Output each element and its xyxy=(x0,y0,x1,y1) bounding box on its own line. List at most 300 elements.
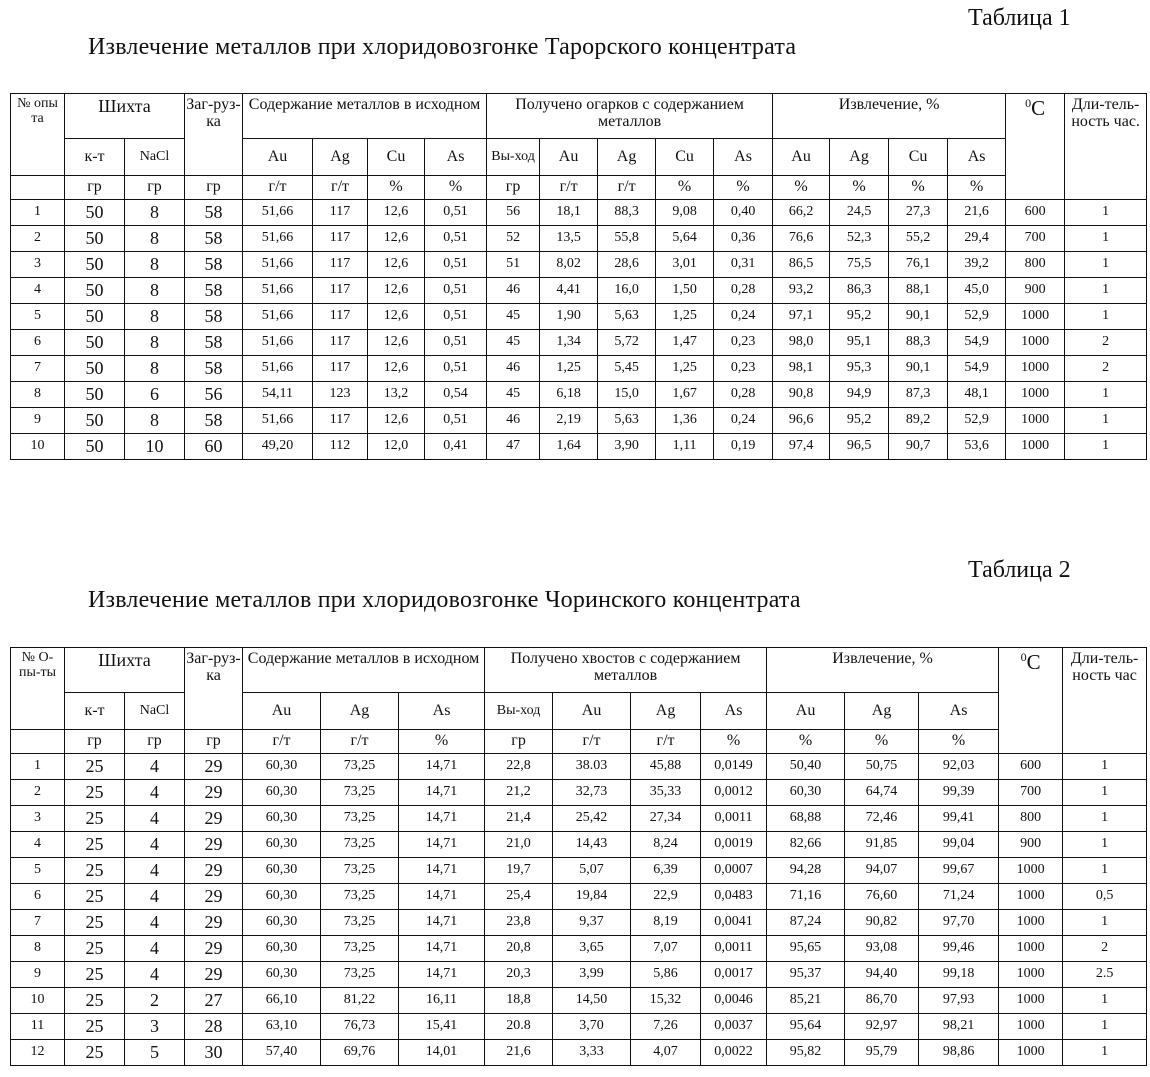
table-cell: 98,21 xyxy=(919,1014,999,1040)
table-cell: 0,24 xyxy=(714,408,773,434)
t2-temp-unit: C xyxy=(1026,650,1041,674)
t2-unit-nacl: гр xyxy=(125,730,185,754)
t1-unit-au-in: г/т xyxy=(243,176,313,200)
table-cell: 5,72 xyxy=(598,330,656,356)
table-cell: 82,66 xyxy=(767,832,845,858)
table-cell: 3 xyxy=(11,252,65,278)
table-cell: 4 xyxy=(11,278,65,304)
table-cell: 32,73 xyxy=(553,780,631,806)
table-cell: 25 xyxy=(65,1014,125,1040)
table-cell: 90,82 xyxy=(845,910,919,936)
table-cell: 25 xyxy=(65,858,125,884)
table-cell: 95,37 xyxy=(767,962,845,988)
table-cell: 73,25 xyxy=(321,832,399,858)
table-cell: 25 xyxy=(65,1040,125,1066)
table-cell: 58 xyxy=(185,330,243,356)
t1-unit-yield: гр xyxy=(487,176,540,200)
table-cell: 7 xyxy=(11,910,65,936)
table-cell: 0,0011 xyxy=(701,936,767,962)
t2-header-au-res: Au xyxy=(553,693,631,730)
table-cell: 52,3 xyxy=(830,226,889,252)
table-cell: 95,3 xyxy=(830,356,889,382)
table-cell: 55,2 xyxy=(889,226,948,252)
table-cell: 14,71 xyxy=(399,754,485,780)
table-cell: 0,0011 xyxy=(701,806,767,832)
table-cell: 5 xyxy=(11,858,65,884)
table-cell: 2.5 xyxy=(1063,962,1147,988)
table-cell: 51,66 xyxy=(243,226,313,252)
table-cell: 51,66 xyxy=(243,330,313,356)
table-cell: 96,6 xyxy=(773,408,830,434)
table-cell: 29 xyxy=(185,780,243,806)
table-cell: 90,1 xyxy=(889,356,948,382)
table-cell: 86,70 xyxy=(845,988,919,1014)
table-row xyxy=(11,278,1147,304)
table-cell: 94,07 xyxy=(845,858,919,884)
table-cell: 25 xyxy=(65,988,125,1014)
table-cell: 48,1 xyxy=(948,382,1006,408)
table-cell: 800 xyxy=(1006,252,1065,278)
t1-header-cu-ext: Cu xyxy=(889,139,948,176)
table-cell: 90,7 xyxy=(889,434,948,460)
table-cell: 68,88 xyxy=(767,806,845,832)
t2-header-yield: Вы-ход xyxy=(485,693,553,730)
table-cell: 0,19 xyxy=(714,434,773,460)
table-cell: 5,63 xyxy=(598,304,656,330)
table-cell: 98,86 xyxy=(919,1040,999,1066)
table-cell: 81,22 xyxy=(321,988,399,1014)
t1-unit-ag-res: г/т xyxy=(598,176,656,200)
table-cell: 3 xyxy=(125,1014,185,1040)
t2-unit-au-res: г/т xyxy=(553,730,631,754)
table-cell: 28 xyxy=(185,1014,243,1040)
table-cell: 55,8 xyxy=(598,226,656,252)
table-cell: 8 xyxy=(125,226,185,252)
table-cell: 99,46 xyxy=(919,936,999,962)
table-cell: 1000 xyxy=(999,988,1063,1014)
table-cell: 2,19 xyxy=(540,408,598,434)
table-cell: 1000 xyxy=(999,936,1063,962)
table-cell: 8 xyxy=(125,278,185,304)
table-row xyxy=(11,806,1147,832)
table-cell: 50 xyxy=(65,252,125,278)
table-cell: 51 xyxy=(487,252,540,278)
table-cell: 2 xyxy=(1065,330,1147,356)
t1-unit-as-res: % xyxy=(714,176,773,200)
table-cell: 94,40 xyxy=(845,962,919,988)
t1-unit-load: гр xyxy=(185,176,243,200)
table-cell: 600 xyxy=(999,754,1063,780)
table-cell: 0,28 xyxy=(714,382,773,408)
table-cell: 29 xyxy=(185,754,243,780)
table-row xyxy=(11,434,1147,460)
table-cell: 76,73 xyxy=(321,1014,399,1040)
table-cell: 700 xyxy=(999,780,1063,806)
table-cell: 29 xyxy=(185,806,243,832)
t2-header-ag-ext: Ag xyxy=(845,693,919,730)
table-cell: 58 xyxy=(185,278,243,304)
table-cell: 9,08 xyxy=(656,200,714,226)
table-cell: 51,66 xyxy=(243,200,313,226)
table-cell: 1,34 xyxy=(540,330,598,356)
table-cell: 12 xyxy=(11,1040,65,1066)
table-cell: 8 xyxy=(11,382,65,408)
t2-header-extraction: Извлечение, % xyxy=(767,648,999,693)
table-cell: 94,28 xyxy=(767,858,845,884)
table-cell: 50,40 xyxy=(767,754,845,780)
table-cell: 0,0007 xyxy=(701,858,767,884)
table-cell: 86,3 xyxy=(830,278,889,304)
table-cell: 95,2 xyxy=(830,304,889,330)
t2-header-as-res: As xyxy=(701,693,767,730)
table-cell: 14,01 xyxy=(399,1040,485,1066)
table-cell: 0,0012 xyxy=(701,780,767,806)
table-cell: 50,75 xyxy=(845,754,919,780)
table-cell: 30 xyxy=(185,1040,243,1066)
table-cell: 1000 xyxy=(1006,434,1065,460)
table-cell: 8 xyxy=(11,936,65,962)
t2-header-load: Заг-руз-ка xyxy=(185,648,243,730)
t1-header-au-res: Au xyxy=(540,139,598,176)
table-cell: 117 xyxy=(313,200,368,226)
table-cell: 7 xyxy=(11,356,65,382)
t1-unit-au-res: г/т xyxy=(540,176,598,200)
table-cell: 50 xyxy=(65,304,125,330)
table-row xyxy=(11,1040,1147,1066)
table-row xyxy=(11,780,1147,806)
t2-header-nacl: NaCl xyxy=(125,693,185,730)
table-cell: 97,93 xyxy=(919,988,999,1014)
table-cell: 51,66 xyxy=(243,408,313,434)
table-cell: 1 xyxy=(1065,434,1147,460)
table-cell: 0,23 xyxy=(714,356,773,382)
table-cell: 5,63 xyxy=(598,408,656,434)
table-cell: 29 xyxy=(185,936,243,962)
table-row xyxy=(11,356,1147,382)
table-cell: 1 xyxy=(1063,1014,1147,1040)
table-cell: 24,5 xyxy=(830,200,889,226)
t2-unit-load: гр xyxy=(185,730,243,754)
table-cell: 58 xyxy=(185,304,243,330)
table-cell: 1 xyxy=(1065,408,1147,434)
table-cell: 22,9 xyxy=(631,884,701,910)
t2-unit-au-ext: % xyxy=(767,730,845,754)
table-cell: 76,60 xyxy=(845,884,919,910)
table-cell: 58 xyxy=(185,200,243,226)
t1-header-nacl: NaCl xyxy=(125,139,185,176)
table-cell: 1 xyxy=(1063,910,1147,936)
table-cell: 13,2 xyxy=(368,382,425,408)
t1-unit-nacl: гр xyxy=(125,176,185,200)
table-cell: 29 xyxy=(185,858,243,884)
t1-header-as-res: As xyxy=(714,139,773,176)
table-cell: 39,2 xyxy=(948,252,1006,278)
table-cell: 6 xyxy=(11,884,65,910)
table-cell: 21,6 xyxy=(948,200,1006,226)
table-cell: 117 xyxy=(313,278,368,304)
table-cell: 12,6 xyxy=(368,252,425,278)
table-cell: 73,25 xyxy=(321,806,399,832)
table-cell: 0,54 xyxy=(425,382,487,408)
table-cell: 123 xyxy=(313,382,368,408)
table-cell: 12,6 xyxy=(368,330,425,356)
table-cell: 1,50 xyxy=(656,278,714,304)
table-cell: 89,2 xyxy=(889,408,948,434)
table-cell: 6 xyxy=(11,330,65,356)
table-cell: 1 xyxy=(1063,806,1147,832)
table-cell: 29 xyxy=(185,910,243,936)
table-cell: 15,32 xyxy=(631,988,701,1014)
t1-unit-ag-ext: % xyxy=(830,176,889,200)
table-cell: 60,30 xyxy=(243,806,321,832)
table-cell: 12,6 xyxy=(368,408,425,434)
table-cell: 60,30 xyxy=(243,936,321,962)
t1-header-as-in: As xyxy=(425,139,487,176)
table-cell: 1 xyxy=(1065,278,1147,304)
t2-temp-degree: 0 xyxy=(1020,650,1027,664)
table-cell: 14,50 xyxy=(553,988,631,1014)
table-cell: 88,1 xyxy=(889,278,948,304)
table-row xyxy=(11,910,1147,936)
table-cell: 7,07 xyxy=(631,936,701,962)
table-cell: 23,8 xyxy=(485,910,553,936)
table-cell: 56 xyxy=(185,382,243,408)
table1 xyxy=(10,93,1147,460)
table-cell: 117 xyxy=(313,226,368,252)
t1-header-charge: Шихта xyxy=(65,94,185,139)
table-cell: 16,0 xyxy=(598,278,656,304)
table-cell: 1,36 xyxy=(656,408,714,434)
table-cell: 4 xyxy=(125,806,185,832)
t1-header-temp xyxy=(1006,94,1065,200)
table-cell: 8,24 xyxy=(631,832,701,858)
table-cell: 60,30 xyxy=(243,858,321,884)
table-cell: 18,8 xyxy=(485,988,553,1014)
table-cell: 1000 xyxy=(1006,356,1065,382)
table-cell: 95,79 xyxy=(845,1040,919,1066)
table-cell: 99,67 xyxy=(919,858,999,884)
table-cell: 29 xyxy=(185,884,243,910)
table-cell: 58 xyxy=(185,356,243,382)
table-cell: 54,9 xyxy=(948,330,1006,356)
table-cell: 5 xyxy=(11,304,65,330)
table-cell: 117 xyxy=(313,330,368,356)
table-cell: 98,1 xyxy=(773,356,830,382)
table-cell: 97,1 xyxy=(773,304,830,330)
table-cell: 52,9 xyxy=(948,304,1006,330)
t1-unit-cu-in: % xyxy=(368,176,425,200)
t1-header-ag-in: Ag xyxy=(313,139,368,176)
t2-header-ag-in: Ag xyxy=(321,693,399,730)
table-cell: 8 xyxy=(125,408,185,434)
table-cell: 76,1 xyxy=(889,252,948,278)
t2-unit-no xyxy=(11,730,65,754)
table-cell: 12,0 xyxy=(368,434,425,460)
table-cell: 117 xyxy=(313,356,368,382)
table-row xyxy=(11,330,1147,356)
table-cell: 38.03 xyxy=(553,754,631,780)
t1-unit-cu-ext: % xyxy=(889,176,948,200)
table-cell: 66,10 xyxy=(243,988,321,1014)
table-cell: 73,25 xyxy=(321,858,399,884)
t1-header-extraction: Извлечение, % xyxy=(773,94,1006,139)
table-cell: 97,70 xyxy=(919,910,999,936)
table-cell: 58 xyxy=(185,252,243,278)
table-row xyxy=(11,200,1147,226)
table-cell: 51,66 xyxy=(243,278,313,304)
table-cell: 71,24 xyxy=(919,884,999,910)
table-cell: 73,25 xyxy=(321,780,399,806)
table-cell: 3,01 xyxy=(656,252,714,278)
table-cell: 4 xyxy=(11,832,65,858)
t1-unit-ag-in: г/т xyxy=(313,176,368,200)
table-cell: 0,24 xyxy=(714,304,773,330)
table-cell: 72,46 xyxy=(845,806,919,832)
table-cell: 52 xyxy=(487,226,540,252)
table-cell: 20,8 xyxy=(485,936,553,962)
t2-unit-as-res: % xyxy=(701,730,767,754)
table-cell: 28,6 xyxy=(598,252,656,278)
table-cell: 90,1 xyxy=(889,304,948,330)
table-cell: 2 xyxy=(125,988,185,1014)
table-cell: 93,2 xyxy=(773,278,830,304)
table-cell: 2 xyxy=(11,226,65,252)
table-cell: 25 xyxy=(65,780,125,806)
table-cell: 1 xyxy=(1065,304,1147,330)
table-cell: 50 xyxy=(65,408,125,434)
table-cell: 14,71 xyxy=(399,910,485,936)
t2-header-as-in: As xyxy=(399,693,485,730)
t1-header-au-ext: Au xyxy=(773,139,830,176)
t2-header-no: № О-пы-ты xyxy=(11,648,65,730)
table-cell: 73,25 xyxy=(321,884,399,910)
table-cell: 5,07 xyxy=(553,858,631,884)
table-cell: 21,4 xyxy=(485,806,553,832)
t2-header-au-ext: Au xyxy=(767,693,845,730)
table-cell: 6,39 xyxy=(631,858,701,884)
table-cell: 51,66 xyxy=(243,304,313,330)
table-cell: 95,2 xyxy=(830,408,889,434)
table-cell: 60,30 xyxy=(243,962,321,988)
t2-header-temp xyxy=(999,648,1063,754)
table-cell: 3,70 xyxy=(553,1014,631,1040)
table-cell: 0,51 xyxy=(425,278,487,304)
table-cell: 1,47 xyxy=(656,330,714,356)
table-cell: 9 xyxy=(11,408,65,434)
table-cell: 5,86 xyxy=(631,962,701,988)
table-cell: 5,45 xyxy=(598,356,656,382)
table-cell: 73,25 xyxy=(321,962,399,988)
table-cell: 50 xyxy=(65,330,125,356)
table-cell: 1000 xyxy=(999,884,1063,910)
t1-header-kt: к-т xyxy=(65,139,125,176)
table-cell: 51,66 xyxy=(243,356,313,382)
table-cell: 95,1 xyxy=(830,330,889,356)
table-cell: 60,30 xyxy=(243,754,321,780)
table-cell: 86,5 xyxy=(773,252,830,278)
table-cell: 1000 xyxy=(1006,330,1065,356)
table-cell: 63,10 xyxy=(243,1014,321,1040)
table-cell: 0,51 xyxy=(425,226,487,252)
table-row xyxy=(11,304,1147,330)
table-cell: 25 xyxy=(65,832,125,858)
t2-unit-yield: гр xyxy=(485,730,553,754)
table-cell: 2 xyxy=(1063,936,1147,962)
table-cell: 9 xyxy=(11,962,65,988)
table-cell: 53,6 xyxy=(948,434,1006,460)
table-cell: 1,64 xyxy=(540,434,598,460)
table2 xyxy=(10,647,1147,1066)
table-cell: 54,11 xyxy=(243,382,313,408)
table-cell: 51,66 xyxy=(243,252,313,278)
table-cell: 92,03 xyxy=(919,754,999,780)
table-row xyxy=(11,884,1147,910)
table-cell: 25 xyxy=(65,936,125,962)
table-cell: 1,11 xyxy=(656,434,714,460)
table-cell: 0,51 xyxy=(425,408,487,434)
table1-title: Извлечение металлов при хлоридовозгонке Тарорского концентрата xyxy=(88,34,797,60)
table-cell: 4 xyxy=(125,858,185,884)
table-cell: 2 xyxy=(11,780,65,806)
table-cell: 4 xyxy=(125,754,185,780)
table-cell: 1000 xyxy=(999,858,1063,884)
table-cell: 10 xyxy=(125,434,185,460)
table-cell: 50 xyxy=(65,356,125,382)
table-row xyxy=(11,382,1147,408)
t2-header-charge: Шихта xyxy=(65,648,185,693)
table-cell: 25 xyxy=(65,962,125,988)
t1-temp-degree: 0 xyxy=(1025,96,1032,110)
table-cell: 14,71 xyxy=(399,858,485,884)
t2-unit-au-in: г/т xyxy=(243,730,321,754)
table-cell: 25 xyxy=(65,754,125,780)
table-cell: 99,41 xyxy=(919,806,999,832)
t1-unit-as-in: % xyxy=(425,176,487,200)
t2-unit-kt: гр xyxy=(65,730,125,754)
table-cell: 14,71 xyxy=(399,780,485,806)
table-cell: 1 xyxy=(1063,1040,1147,1066)
table-cell: 60,30 xyxy=(243,910,321,936)
t2-header-duration: Дли-тель-ность час xyxy=(1063,648,1147,754)
table-cell: 12,6 xyxy=(368,200,425,226)
table-cell: 0,51 xyxy=(425,304,487,330)
table-cell: 0,23 xyxy=(714,330,773,356)
table-cell: 1000 xyxy=(999,1040,1063,1066)
table-cell: 0,0483 xyxy=(701,884,767,910)
table-cell: 27,34 xyxy=(631,806,701,832)
table-cell: 19,84 xyxy=(553,884,631,910)
table-cell: 98,0 xyxy=(773,330,830,356)
table-cell: 22,8 xyxy=(485,754,553,780)
table-cell: 1 xyxy=(1063,988,1147,1014)
table-cell: 46 xyxy=(487,278,540,304)
table-cell: 0,31 xyxy=(714,252,773,278)
table-cell: 1 xyxy=(1065,200,1147,226)
t1-header-yield: Вы-ход xyxy=(487,139,540,176)
table-cell: 0,28 xyxy=(714,278,773,304)
t1-header-residue: Получено огарков с содержанием металлов xyxy=(487,94,773,139)
table-cell: 0,51 xyxy=(425,330,487,356)
table-cell: 900 xyxy=(1006,278,1065,304)
table-cell: 14,71 xyxy=(399,806,485,832)
table2-body xyxy=(11,754,1147,1066)
t1-header-load: Заг-руз-ка xyxy=(185,94,243,176)
table-cell: 117 xyxy=(313,408,368,434)
table-cell: 0,40 xyxy=(714,200,773,226)
table-cell: 95,64 xyxy=(767,1014,845,1040)
table1-body xyxy=(11,200,1147,460)
table-cell: 66,2 xyxy=(773,200,830,226)
